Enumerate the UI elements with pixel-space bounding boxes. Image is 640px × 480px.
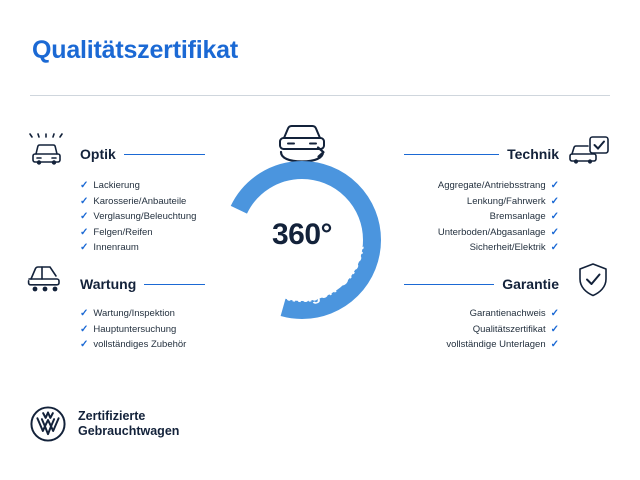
badge-degrees: 360°: [271, 218, 333, 251]
list-item-label: Unterboden/Abgasanlage: [437, 226, 546, 238]
list-item: [80, 306, 230, 322]
list-item: [80, 240, 230, 256]
car-check-icon: [568, 136, 612, 173]
check-icon: ✓: [80, 308, 89, 319]
list-item: [385, 209, 559, 225]
list-item: [80, 178, 230, 194]
list-item-label: Lenkung/Fahrwerk: [466, 195, 546, 207]
title-divider: [30, 95, 610, 96]
badge-arc-text: Gebrauchtwagen-Check: [236, 243, 368, 307]
list-item-label: Bremsanlage: [489, 211, 546, 222]
list-item: [385, 194, 559, 210]
section-header-technik: [404, 146, 559, 162]
list-item-label: Lackierung: [93, 180, 140, 191]
car-lift-icon: [26, 262, 72, 303]
page-title: Qualitätszertifikat: [32, 36, 238, 64]
section-rule-garantie: [404, 284, 494, 285]
list-item-label: Felgen/Reifen: [93, 226, 153, 238]
checklist-optik: [80, 178, 230, 256]
check-icon: ✓: [550, 226, 559, 238]
section-title-technik: Technik: [507, 146, 559, 162]
360-badge: [222, 160, 382, 320]
list-item-label: Innenraum: [93, 242, 139, 253]
check-icon: ✓: [80, 242, 89, 253]
list-item: [385, 178, 559, 194]
section-rule-wartung: [144, 284, 205, 285]
section-title-wartung: Wartung: [80, 276, 137, 292]
shield-check-icon: [576, 262, 610, 303]
footer-line-2: Gebrauchtwagen: [78, 424, 180, 438]
list-item: [80, 194, 230, 210]
vw-logo: [30, 406, 66, 442]
check-icon: ✓: [550, 339, 559, 350]
list-item-label: Aggregate/Antriebsstrang: [437, 180, 546, 191]
check-icon: ✓: [80, 195, 89, 207]
check-icon: ✓: [550, 211, 559, 222]
list-item: [385, 225, 559, 241]
check-icon: ✓: [80, 211, 89, 222]
list-item-label: Garantienachweis: [469, 308, 546, 319]
list-item: [385, 322, 559, 338]
section-rule-optik: [124, 154, 205, 155]
check-icon: ✓: [80, 339, 89, 350]
check-icon: ✓: [550, 323, 559, 335]
footer-line-1: Zertifizierte: [78, 409, 146, 423]
section-title-garantie: Garantie: [502, 276, 559, 292]
footer-text: [78, 409, 179, 439]
check-icon: ✓: [80, 323, 89, 335]
list-item-label: Hauptuntersuchung: [93, 323, 177, 335]
section-header-optik: [80, 146, 205, 162]
list-item: [385, 337, 559, 353]
car-wash-icon: [26, 133, 70, 172]
list-item-label: Verglasung/Beleuchtung: [93, 211, 197, 222]
list-item: [80, 322, 230, 338]
list-item-label: Karosserie/Anbauteile: [93, 195, 187, 207]
checklist-garantie: [385, 306, 559, 353]
check-icon: ✓: [550, 195, 559, 207]
list-item: [80, 209, 230, 225]
list-item-label: Qualitätszertifikat: [472, 323, 546, 335]
section-header-garantie: [404, 276, 559, 292]
footer: [30, 406, 179, 442]
section-rule-technik: [404, 154, 499, 155]
check-icon: ✓: [550, 308, 559, 319]
section-header-wartung: [80, 276, 205, 292]
list-item-label: Sicherheit/Elektrik: [469, 242, 546, 253]
check-icon: ✓: [550, 180, 559, 191]
check-icon: ✓: [80, 226, 89, 238]
list-item-label: vollständiges Zubehör: [93, 339, 187, 350]
check-icon: ✓: [550, 242, 559, 253]
car-rotation-icon: [268, 118, 336, 166]
section-title-optik: Optik: [80, 146, 116, 162]
list-item: [385, 306, 559, 322]
list-item-label: vollständige Unterlagen: [446, 339, 546, 350]
checklist-technik: [385, 178, 559, 256]
list-item-label: Wartung/Inspektion: [93, 308, 175, 319]
list-item: [385, 240, 559, 256]
list-item: [80, 225, 230, 241]
checklist-wartung: [80, 306, 230, 353]
list-item: [80, 337, 230, 353]
check-icon: ✓: [80, 180, 89, 191]
